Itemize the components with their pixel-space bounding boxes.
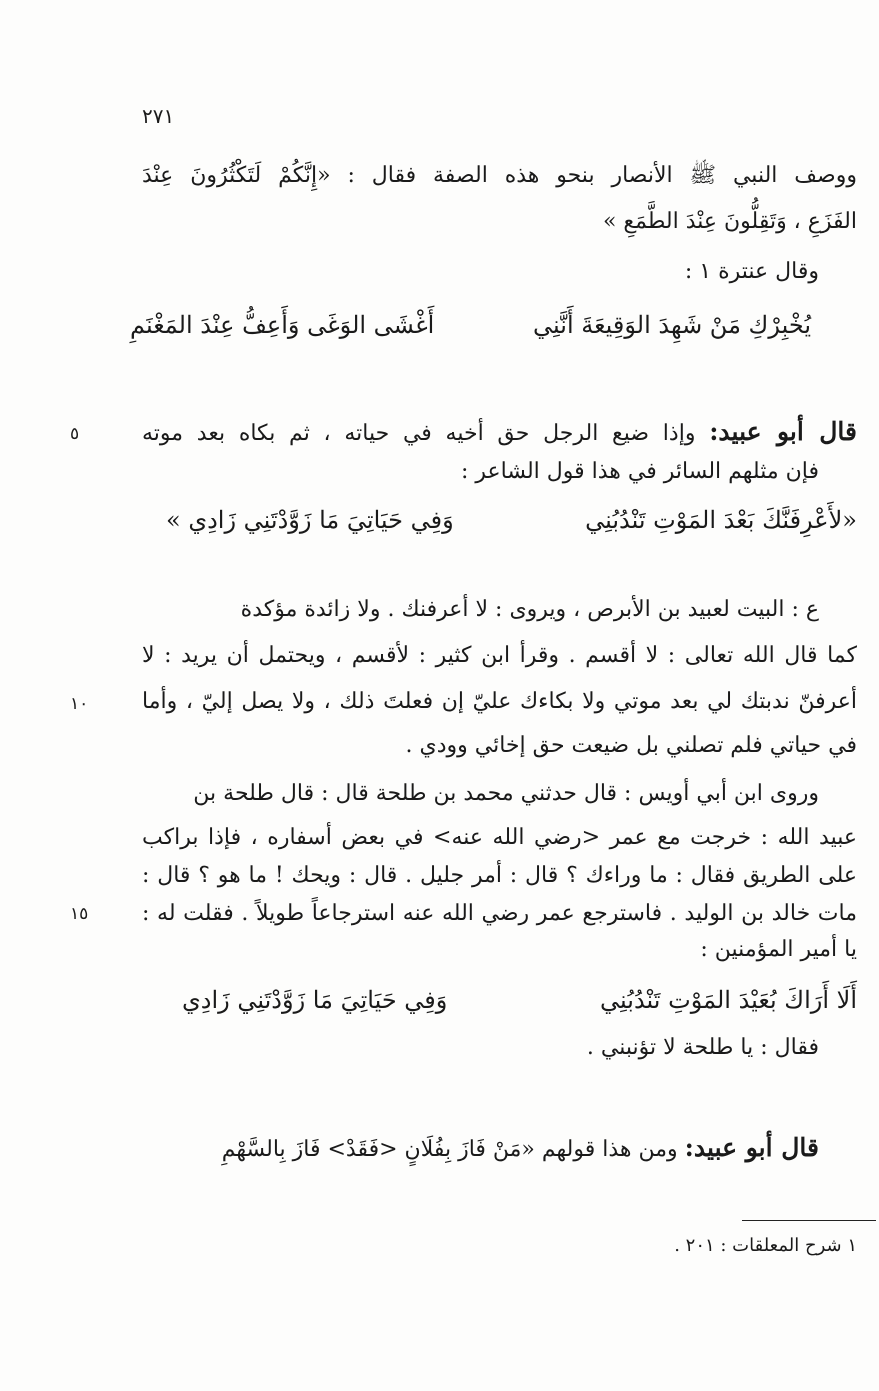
text-line-12: وروى ابن أبي أويس : قال حدثني محمد بن طلحة قال : قال طلحة بن [193,781,819,806]
text-line-10: أعرفنّ ندبتك لي بعد موتي ولا بكاءك عليّ إن فعلتَ ذلك ، ولا يصل إليّ ، وأما [142,689,857,714]
line-number-5: ٥ [70,424,80,444]
text-line-2: الفَزَعِ ، وَتَقِلُّونَ عِنْدَ الطَّمَعِ » [602,209,857,234]
footnote: ١ شرح المعلقات : ٢٠١ . [674,1235,857,1256]
line-number-10: ١٠ [70,694,89,714]
text-line-8: ع : البيت لعبيد بن الأبرص ، ويروى : لا أعرفنك . ولا زائدة مؤكدة [240,597,819,622]
page-number: ٢٧١ [142,104,175,128]
line-number-15: ١٥ [70,904,89,924]
speaker-label: قال أبو عبيد: [709,417,857,446]
verse-1-second-hemistich: أَغْشَى الوَغَى وَأَعِفُّ عِنْدَ المَغْنَمِ [130,311,435,339]
text-line-6: فإن مثلهم السائر في هذا قول الشاعر : [460,459,819,484]
text-line-19 [142,1130,819,1166]
verse-2-second-hemistich: وَفِي حَيَاتِيَ مَا زَوَّدْتَنِي زَادِي » [166,506,454,534]
footnote-rule [742,1220,876,1221]
verse-1-first-hemistich: يُخْبِرْكِ مَنْ شَهِدَ الوَقِيعَةَ أَنَّنِي [533,311,811,339]
text-span: وإذا ضيع الرجل حق أخيه في حياته ، ثم بكاه بعد موته [142,421,696,446]
text-line-15: مات خالد بن الوليد . فاسترجع عمر رضي الله عنه استرجاعاً طويلاً . فقلت له : [142,901,857,926]
text-line-3: وقال عنترة ١ : [684,259,819,284]
text-line-9: كما قال الله تعالى : لا أقسم . وقرأ ابن كثير : لأقسم ، ويحتمل أن يريد : لا [142,643,857,668]
text-line-5 [142,414,857,450]
verse-2-first-hemistich: «لأَعْرِفَنَّكَ بَعْدَ المَوْتِ تَنْدُبُنِي [585,506,857,534]
text-line-13: عبيد الله : خرجت مع عمر <رضي الله عنه> في بعض أسفاره ، فإذا براكب [142,825,857,850]
verse-3-first-hemistich: أَلَا أَرَاكَ بُعَيْدَ المَوْتِ تَنْدُبُنِي [600,986,857,1014]
verse-3-second-hemistich: وَفِي حَيَاتِيَ مَا زَوَّدْتَنِي زَادِي [182,986,448,1014]
text-line-1: ووصف النبي ﷺ الأنصار بنحو هذه الصفة فقال : «إِنَّكُمْ لَتَكْثُرُونَ عِنْدَ [142,163,857,188]
text-line-16: يا أمير المؤمنين : [700,937,857,962]
text-line-14: على الطريق فقال : ما وراءك ؟ قال : أمر جليل . قال : ويحك ! ما هو ؟ قال : [142,863,857,888]
text-span: ومن هذا قولهم «مَنْ فَازَ بِفُلَانٍ <فَقَدْ> فَازَ بِالسَّهْمِ [221,1137,678,1162]
speaker-label: قال أبو عبيد: [684,1133,819,1162]
text-line-11: في حياتي فلم تصلني بل ضيعت حق إخائي وودي . [405,733,857,758]
text-line-18: فقال : يا طلحة لا تؤنبني . [586,1035,819,1060]
